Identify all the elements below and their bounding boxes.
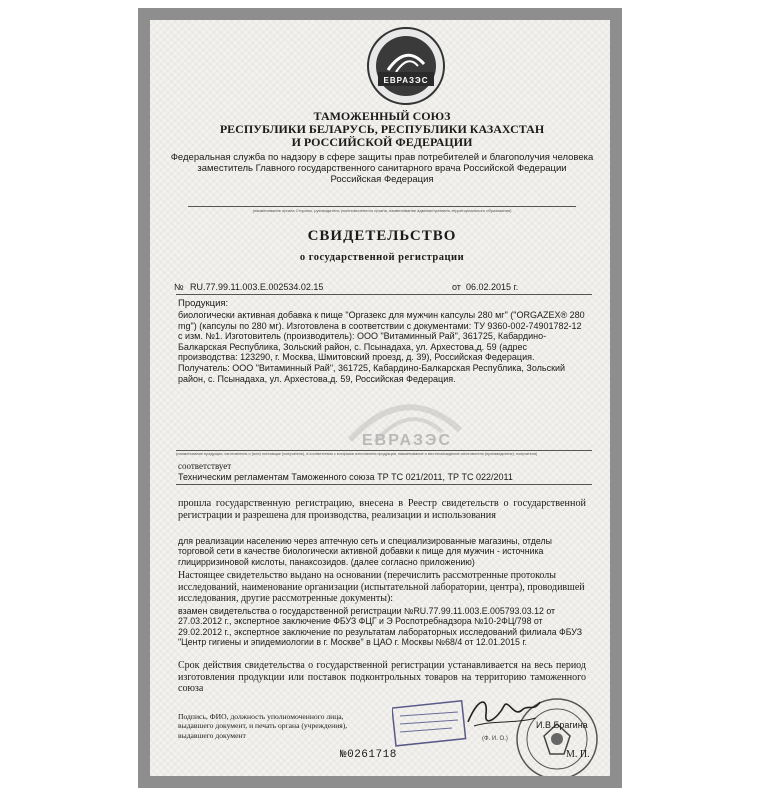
conformity-divider xyxy=(176,484,592,485)
document-subtitle: о государственной регистрации xyxy=(299,252,465,263)
issuing-agency xyxy=(164,152,600,185)
signer-name: И.В.Брагина xyxy=(536,720,588,730)
product-caption: (наименование продукции, изготовитель и (или) поставщик (получатель), в соответствии с которыми изготовлена продукция, наименование и местонахождение изготовителя (производителя), получателя) xyxy=(176,452,538,456)
emblem-label: ЕВРАЗЭС xyxy=(383,76,429,85)
registration-statement: прошла государственную регистрацию, внесена в Реестр свидетельств о государственной регистрации и разрешена для производства, реализации и использования xyxy=(178,498,586,521)
conformity-text: Техническим регламентам Таможенного союза ТР ТС 021/2011, ТР ТС 022/2011 xyxy=(178,472,513,482)
seal-place-label: М. П. xyxy=(566,749,590,760)
signer-caption: (Ф. И. О.) xyxy=(482,736,508,742)
product-divider xyxy=(176,450,592,451)
document-title: СВИДЕТЕЛЬСТВО xyxy=(307,228,457,244)
header-line-1: ТАМОЖЕННЫЙ СОЮЗ xyxy=(313,109,451,123)
rectangular-stamp-icon xyxy=(392,700,472,750)
certificate-body xyxy=(164,20,600,776)
header-line-3: И РОССИЙСКОЙ ФЕДЕРАЦИИ xyxy=(291,135,473,149)
serial-number: №0261718 xyxy=(340,749,397,761)
eurasec-emblem xyxy=(366,26,446,106)
signature-label: Подпись, ФИО, должность уполномоченного лица, выдавшего документ, и печать органа (учреждения), выдавшего документ xyxy=(178,712,348,740)
agency-caption: (наименование органа Стороны, руководитель уполномоченного органа, наименование административно-территориального образования) xyxy=(252,208,512,213)
certificate-document xyxy=(138,8,622,788)
number-divider xyxy=(176,294,592,295)
agency-line-2: заместитель Главного государственного санитарного врача Российской Федерации xyxy=(197,163,567,174)
agency-line-3: Российская Федерация xyxy=(330,174,434,185)
basis-statement: Настоящее свидетельство выдано на основании (перечислить рассмотренные протоколы исследований, наименование организации (испытательной лаборатории, центра), проводившей исследования, другие рассмотренные документы): xyxy=(178,570,585,605)
handwritten-signature-icon xyxy=(464,688,544,736)
emblem-icon xyxy=(366,26,446,106)
watermark-text: ЕВРАЗЭС xyxy=(361,432,452,449)
product-description: биологически активная добавка к пище "Оргазекс для мужчин капсулы 280 мг" ("ORGAZEX® 280 mg") (капсулы по 280 мг). Изготовлена в соответствии с документами: ТУ 9360-002-74901782-12 с изм. №1. Изготовитель (производитель): ООО "Витаминный Рай", 361725, Кабардино-Балкарская Республика, Зольский район, с. Псынадаха, ул. Архестова,д. 59 (адрес производства: 123290, г. Москва, Шмитовский проезд, д. 39), Российская Федерация. Получатель: ООО "Витаминный Рай", 361725, Кабардино-Балкарская Республика, Зольский район, с. Псынадаха, ул. Архестова,д. 59, Российская Федерация. xyxy=(178,310,585,384)
usage-scope: для реализации населению через аптечную сеть и специализированные магазины, отделы торговой сети в качестве биологически активной добавки к пище для мужчин - источника глицирризиновой кислоты, панаксозидов. (далее согласно приложению) xyxy=(178,536,552,567)
registration-date: 06.02.2015 г. xyxy=(466,282,519,292)
agency-divider xyxy=(188,206,576,207)
conformity-label: соответствует xyxy=(178,461,232,471)
date-label: от xyxy=(452,282,461,292)
validity-statement: Срок действия свидетельства о государственной регистрации устанавливается на весь период изготовления продукции или поставок подконтрольных товаров на территорию таможенного союза xyxy=(178,660,586,695)
customs-union-header xyxy=(164,110,600,149)
registration-number: RU.77.99.11.003.Е.002534.02.15 xyxy=(190,282,324,292)
product-label: Продукция: xyxy=(178,298,229,309)
basis-documents: взамен свидетельства о государственной регистрации №RU.77.99.11.003.Е.005793.03.12 от 27.03.2012 г., экспертное заключение ФБУЗ ФЦГ и Э Роспотребнадзора №10-2ФЦ/798 от 29.02.2012 г., экспертное заключение по результатам лабораторных исследований филиала ФБУЗ "Центр гигиены и эпидемиологии в г. Москве" в ЦАО г. Москвы №68/4 от 12.01.2015 г. xyxy=(178,606,583,648)
number-label: № xyxy=(174,282,184,292)
agency-line-1: Федеральная служба по надзору в сфере защиты прав потребителей и благополучия человека xyxy=(170,152,594,163)
header-line-2: РЕСПУБЛИКИ БЕЛАРУСЬ, РЕСПУБЛИКИ КАЗАХСТАН xyxy=(219,122,545,136)
